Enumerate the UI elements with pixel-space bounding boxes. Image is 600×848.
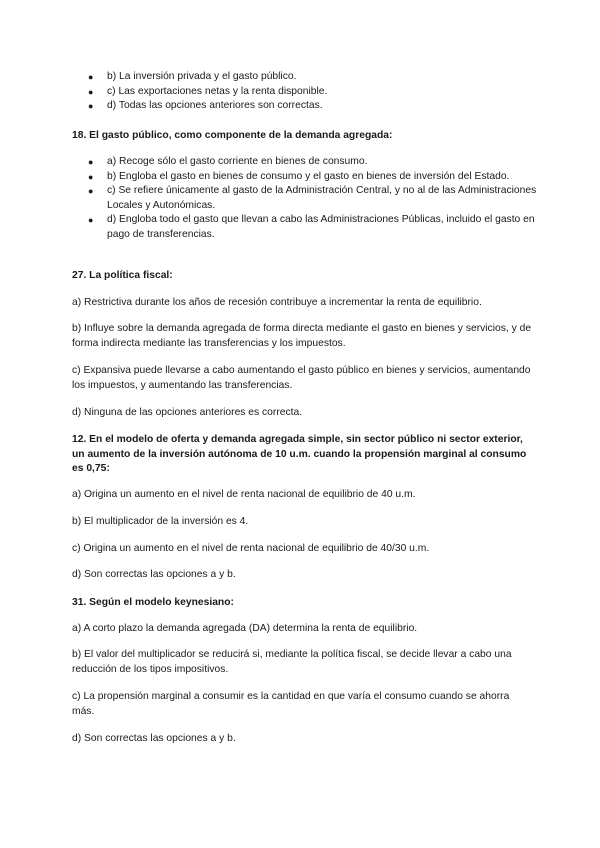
list-item: ● b) Engloba el gasto en bienes de consumo y el gasto en bienes de inversión del Estado. [88, 170, 538, 185]
question-12-title: 12. En el modelo de oferta y demanda agregada simple, sin sector público ni sector exterior, un aumento de la inversión autónoma de 10 u.m. cuando la propensión marginal al consumo es 0,75: [72, 434, 527, 475]
list-item: ● c) Las exportaciones netas y la renta disponible. [88, 85, 538, 100]
bullet-icon: ● [88, 171, 94, 182]
list-item: ● a) Recoge sólo el gasto corriente en bienes de consumo. [88, 155, 538, 170]
bullet-icon: ● [88, 157, 94, 167]
question-27-option-a: a) Restrictiva durante los años de recesión contribuye a incrementar la renta de equilibrio. [72, 297, 482, 308]
list-item: ● b) La inversión privada y el gasto público. [88, 70, 538, 85]
question-18-title: 18. El gasto público, como componente de la demanda agregada: [72, 130, 393, 141]
question-31-option-d: d) Son correctas las opciones a y b. [72, 733, 236, 744]
bullet-icon: ● [88, 215, 94, 226]
bullet-icon: ● [88, 186, 94, 197]
question-18-options [88, 155, 538, 243]
question-27-option-d: d) Ninguna de las opciones anteriores es correcta. [72, 407, 303, 418]
list-item: ● d) Engloba todo el gasto que llevan a cabo las Administraciones Públicas, incluido el gasto en pago de transferencias. [88, 214, 535, 240]
list-item: ● d) Todas las opciones anteriores son correctas. [88, 99, 538, 114]
previous-question-options [88, 70, 538, 114]
question-31-option-b: b) El valor del multiplicador se reducirá si, mediante la política fiscal, se decide llevar a cabo una reducción de los tipos impositivos. [72, 649, 512, 675]
question-31-option-c: c) La propensión marginal a consumir es la cantidad en que varía el consumo cuando se ahorra más. [72, 691, 510, 717]
question-27-title: 27. La política fiscal: [72, 270, 173, 281]
question-31-option-a: a) A corto plazo la demanda agregada (DA) determina la renta de equilibrio. [72, 623, 418, 634]
question-27-option-c: c) Expansiva puede llevarse a cabo aumentando el gasto público en bienes y servicios, aumentando los impuestos, y aumentando las transferencias. [72, 365, 531, 391]
bullet-icon: ● [88, 101, 94, 112]
bullet-icon: ● [88, 72, 94, 82]
question-27-option-b: b) Influye sobre la demanda agregada de forma directa mediante el gasto en bienes y servicios, y de forma indirecta mediante las transferencias y los impuestos. [72, 323, 532, 349]
bullet-icon: ● [88, 86, 94, 97]
list-item: ● c) Se refiere únicamente al gasto de la Administración Central, y no al de las Administraciones Locales y Autonómicas. [88, 185, 537, 211]
question-12-option-a: a) Origina un aumento en el nivel de renta nacional de equilibrio de 40 u.m. [72, 489, 416, 500]
question-12-option-b: b) El multiplicador de la inversión es 4. [72, 516, 249, 527]
question-31-title: 31. Según el modelo keynesiano: [72, 597, 234, 608]
question-12-option-d: d) Son correctas las opciones a y b. [72, 569, 236, 580]
question-12-option-c: c) Origina un aumento en el nivel de renta nacional de equilibrio de 40/30 u.m. [72, 543, 430, 554]
